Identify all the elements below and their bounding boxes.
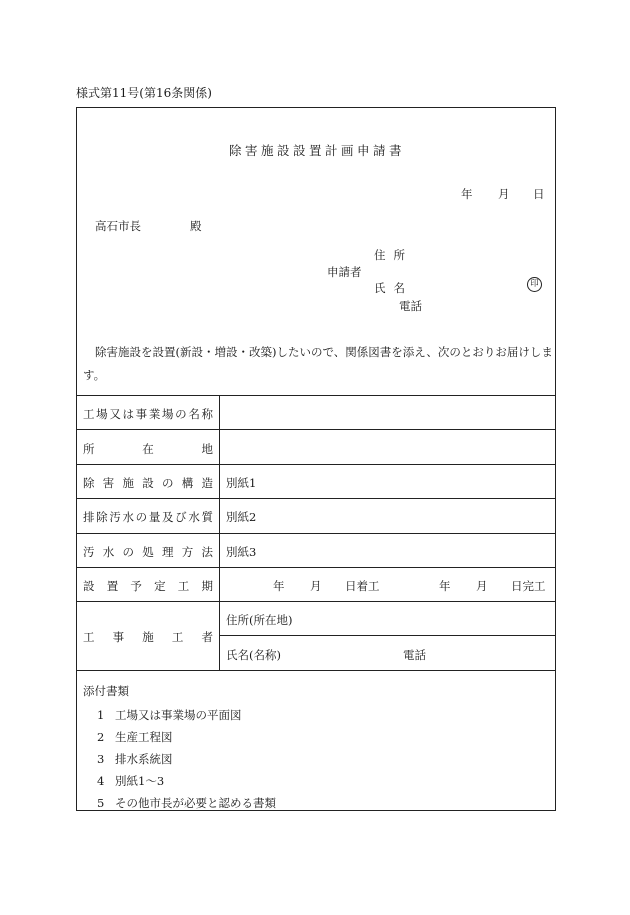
row-divider	[77, 533, 555, 534]
attachment-text: 別紙1〜3	[115, 774, 165, 788]
date-month-label: 月	[498, 187, 510, 201]
attachment-item	[97, 707, 242, 723]
attachment-number: 2	[97, 730, 105, 744]
table-bottom-rule	[77, 670, 555, 671]
row-value-structure: 別紙1	[226, 476, 257, 490]
row-label-treatment: 汚水の処理方法	[83, 545, 213, 559]
applicant-name-label: 氏名	[374, 281, 413, 295]
row-divider	[77, 429, 555, 430]
attachment-number: 1	[97, 708, 105, 722]
column-divider	[219, 395, 220, 670]
contractor-divider	[219, 635, 555, 636]
applicant-phone-label: 電話	[399, 299, 422, 313]
applicant-label: 申請者	[327, 265, 362, 279]
date-day-label: 日	[533, 187, 545, 201]
schedule-end-year: 年	[439, 579, 451, 593]
schedule-end-month: 月	[476, 579, 488, 593]
row-divider	[77, 498, 555, 499]
intro-text: 除害施設を設置(新設・増設・改築)したいので、関係図書を添え、次のとおりお届けします。	[83, 345, 553, 382]
contractor-phone-label: 電話	[403, 648, 426, 662]
attachment-item	[97, 751, 173, 767]
attachments-title: 添付書類	[83, 684, 129, 698]
attachment-item	[97, 795, 276, 811]
form-number: 様式第11号(第16条関係)	[76, 86, 212, 100]
row-value-treatment: 別紙3	[226, 545, 257, 559]
applicant-address-label: 住所	[374, 248, 413, 262]
date-year-label: 年	[461, 187, 473, 201]
row-divider	[77, 567, 555, 568]
attachment-text: 工場又は事業場の平面図	[115, 708, 242, 722]
contractor-name-label: 氏名(名称)	[226, 648, 281, 662]
row-label-wastewater: 排除汚水の量及び水質	[83, 510, 213, 524]
application-form	[76, 107, 556, 811]
attachment-number: 3	[97, 752, 105, 766]
attachment-number: 5	[97, 796, 105, 810]
row-label-schedule: 設置予定工期	[83, 579, 213, 593]
attachment-item	[97, 773, 164, 789]
schedule-start-year: 年	[273, 579, 285, 593]
schedule-start-month: 月	[310, 579, 322, 593]
row-divider	[77, 464, 555, 465]
row-value-wastewater: 別紙2	[226, 510, 257, 524]
row-label-factory-name: 工場又は事業場の名称	[83, 407, 213, 421]
row-label-contractor: 工事施工者	[83, 630, 213, 644]
seal-mark: 印	[527, 277, 542, 292]
row-label-location: 所在地	[83, 442, 213, 456]
table-top-rule	[77, 395, 555, 396]
schedule-start-day: 日着工	[345, 579, 380, 593]
addressee-name: 高石市長	[95, 219, 141, 233]
schedule-end-day: 日完工	[511, 579, 546, 593]
contractor-address-label: 住所(所在地)	[226, 613, 293, 627]
attachment-number: 4	[97, 774, 105, 788]
attachment-item	[97, 729, 173, 745]
attachment-text: 排水系統図	[115, 752, 173, 766]
row-divider	[77, 601, 555, 602]
addressee-honorific: 殿	[190, 219, 202, 233]
attachment-text: その他市長が必要と認める書類	[115, 796, 276, 810]
attachment-text: 生産工程図	[115, 730, 173, 744]
row-label-structure: 除害施設の構造	[83, 476, 213, 490]
form-title: 除害施設設置計画申請書	[228, 143, 405, 158]
